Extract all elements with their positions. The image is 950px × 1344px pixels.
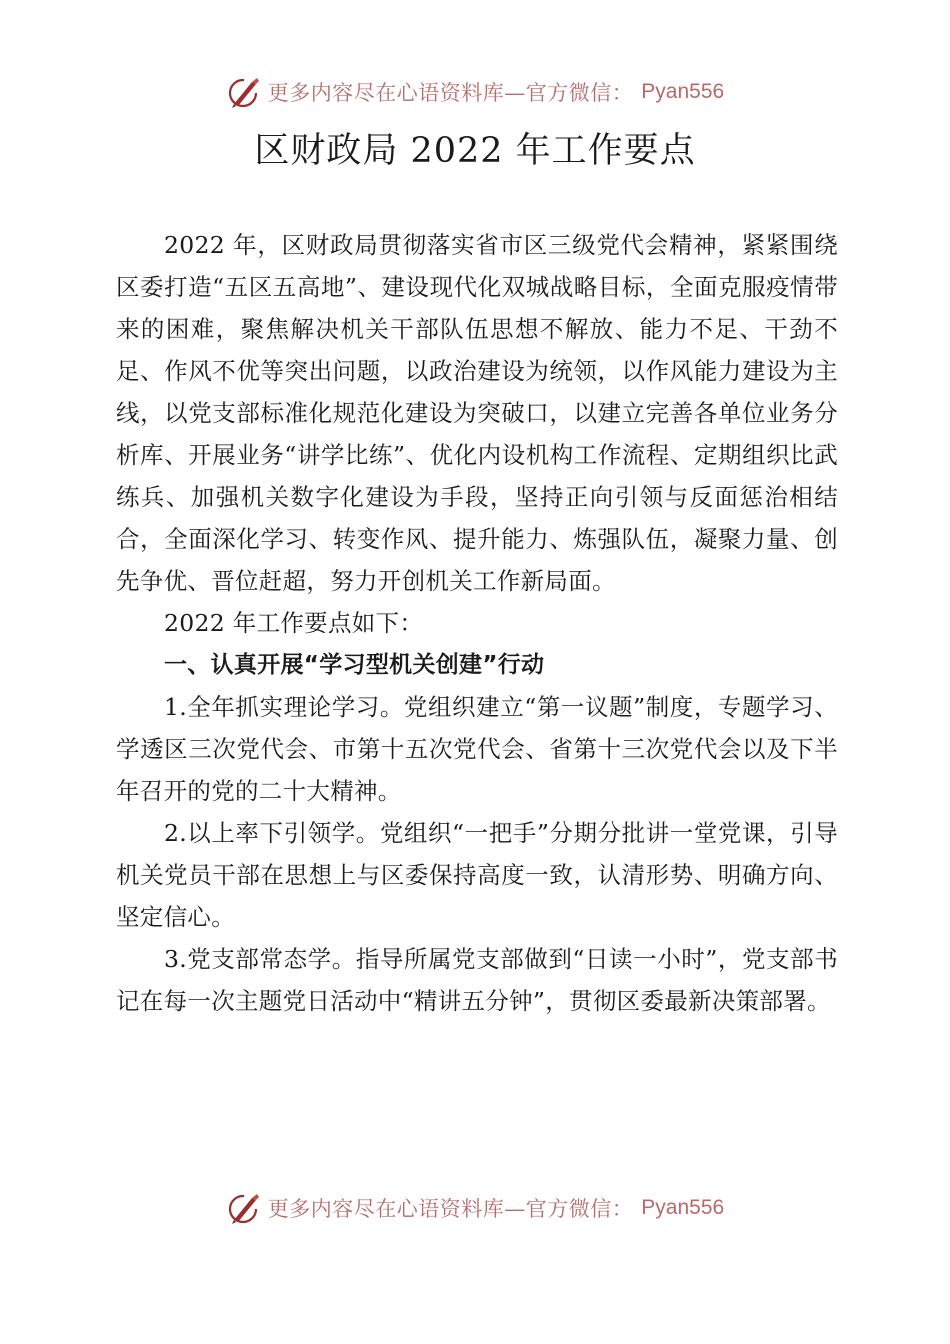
document-title: 区财政局 2022 年工作要点 [254, 131, 696, 171]
pen-logo-icon [226, 1190, 262, 1226]
item-paragraph-1: 1.全年抓实理论学习。党组织建立“第一议题”制度，专题学习、学透区三次党代会、市第十五次党代会、省第十三次党代会以及下半年召开的党的二十大精神。 [116, 693, 838, 805]
watermark-text: 更多内容尽在心语资料库—官方微信： [267, 81, 634, 105]
summary-line: 2022 年工作要点如下： [164, 609, 424, 637]
watermark-wechat-id: Pyan556 [641, 1196, 725, 1219]
watermark-wechat-id: Pyan556 [641, 80, 725, 103]
watermark-header [0, 72, 950, 112]
pen-logo-icon [226, 74, 262, 110]
item-paragraph-3: 3.党支部常态学。指导所属党支部做到“日读一小时”，党支部书记在每一次主题党日活动中“精讲五分钟”，贯彻区委最新决策部署。 [116, 945, 838, 1015]
section-heading: 一、认真开展“学习型机关创建”行动 [164, 652, 545, 678]
document-body [116, 224, 838, 1022]
watermark-text: 更多内容尽在心语资料库—官方微信： [267, 1197, 634, 1221]
item-paragraph-2: 2.以上率下引领学。党组织“一把手”分期分批讲一堂党课，引导机关党员干部在思想上与区委保持高度一致，认清形势、明确方向、坚定信心。 [116, 819, 838, 931]
watermark-footer [0, 1188, 950, 1228]
intro-paragraph: 2022 年，区财政局贯彻落实省市区三级党代会精神，紧紧围绕区委打造“五区五高地”、建设现代化双城战略目标，全面克服疫情带来的困难，聚焦解决机关干部队伍思想不解放、能力不足、干劲不足、作风不优等突出问题，以政治建设为统领，以作风能力建设为主线，以党支部标准化规范化建设为突破口，以建立完善各单位业务分析库、开展业务“讲学比练”、优化内设机构工作流程、定期组织比武练兵、加强机关数字化建设为手段，坚持正向引领与反面惩治相结合，全面深化学习、转变作风、提升能力、炼强队伍，凝聚力量、创先争优、晋位赶超，努力开创机关工作新局面。 [116, 231, 838, 595]
